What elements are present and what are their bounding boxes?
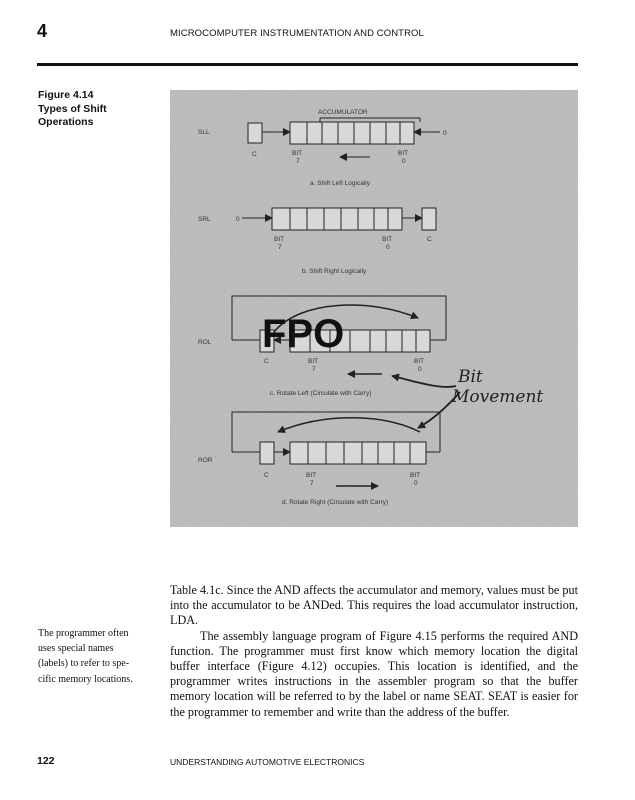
margin-note-line: cific memory locations. [38,673,133,685]
carry-label-ror: C [264,472,269,479]
footer-book-title: UNDERSTANDING AUTOMOTIVE ELECTRONICS [170,757,365,767]
bit-left-label-ror: BIT [306,472,317,479]
panel-caption-rol: c. Rotate Left (Circulate with Carry) [270,390,372,397]
row-label-ror: ROR [198,457,213,464]
figure-drawing [170,90,578,527]
input-value-srl: 0 [236,216,240,223]
bit-right-label-srl: BIT [382,236,393,243]
accumulator-register-ror [290,442,426,464]
bit-right-label-rol: BIT [414,358,425,365]
carry-label-sll: C [252,151,257,158]
bit-left-num-sll: 7 [296,158,300,165]
shift-operations-figure [170,90,578,527]
bit-right-num-srl: 0 [386,244,390,251]
fpo-placeholder-label: FPO [262,312,345,356]
margin-note-line: The programmer often [38,628,129,639]
panel-caption-srl: b. Shift Right Logically [302,268,367,275]
annotation-movement: Movement [452,387,544,407]
bit-right-num-rol: 0 [418,366,422,373]
accumulator-label: ACCUMULATOR [318,109,368,116]
margin-note-line: (labels) to refer to spe- [38,658,130,670]
row-label-sll: SLL [198,129,210,136]
body-paragraph: Table 4.1c. Since the AND affects the accumulator and memory, values must be put into the accumulator to be ANDed. This requires the load accumulator instruction, LDA. [170,583,578,628]
figure-caption [38,89,153,130]
row-label-rol: ROL [198,339,212,346]
page-number: 122 [37,755,55,767]
panel-caption-ror: d. Rotate Right (Circulate with Carry) [282,499,389,506]
carry-box-ror [260,442,274,464]
bit-left-num-ror: 7 [310,480,314,487]
carry-box-srl [422,208,436,230]
bit-left-label-rol: BIT [308,358,319,365]
margin-note [38,626,156,687]
carry-label-rol: C [264,358,269,365]
bit-left-num-srl: 7 [278,244,282,251]
chapter-number: 4 [37,21,48,41]
running-header-title: MICROCOMPUTER INSTRUMENTATION AND CONTROL [170,28,424,39]
annotation-bit: Bit [458,367,483,387]
bit-left-num-rol: 7 [312,366,316,373]
figure-caption-line: Types of Shift [38,102,107,115]
figure-caption-line: Operations [38,116,94,128]
figure-caption-line: Figure 4.14 [38,89,94,101]
input-value-sll: 0 [443,130,447,137]
body-paragraph: The assembly language program of Figure 4.15 performs the required AND function. The programmer must first know which memory location the digital buffer interface (Figure 4.12) occupies. This location is identified, and the programmer writes instructions in the assembler program so that the buffer memory location will be referred to by the label or name SEAT. SEAT is easier for the programmer to remember and write than the address of the buffer. [170,628,578,719]
accumulator-register-sll [290,122,414,144]
bit-right-label-sll: BIT [398,150,409,157]
accumulator-register-srl [272,208,402,230]
carry-label-srl: C [427,236,432,243]
bit-right-num-ror: 0 [414,480,418,487]
body-text [170,583,578,720]
header-rule [37,63,578,66]
carry-box-sll [248,123,262,143]
row-label-srl: SRL [198,216,211,223]
bit-left-label-sll: BIT [292,150,303,157]
bit-right-label-ror: BIT [410,472,421,479]
margin-note-line: uses special names [38,643,114,655]
bit-left-label-srl: BIT [274,236,285,243]
bit-right-num-sll: 0 [402,158,406,165]
panel-caption-sll: a. Shift Left Logically [310,180,370,187]
